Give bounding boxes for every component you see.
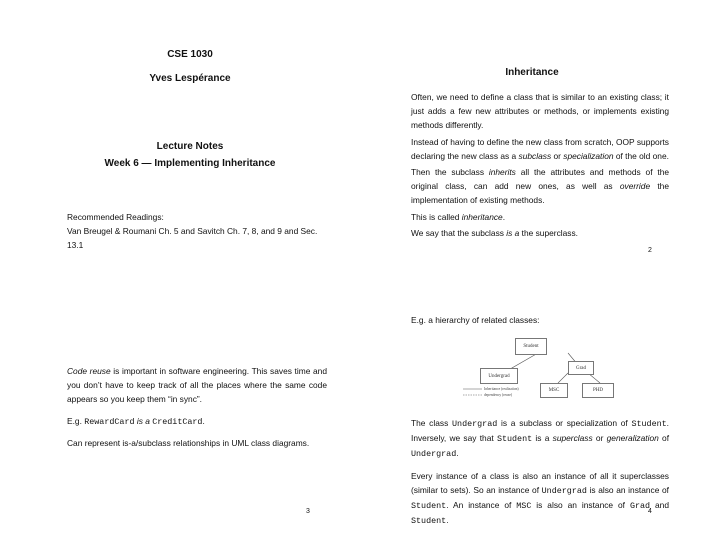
uml-class-msc: MSC [540,383,568,398]
legend-dependency: dependency (reuse) [484,393,513,397]
uml-class-undergrad: Undergrad [480,368,518,384]
uml-class-phd: PHD [582,383,614,398]
paragraph-uml: Can represent is-a/subclass relationships in UML class diagrams. [67,437,310,448]
page4-body [411,416,669,528]
uml-class-grad: Grad [568,361,594,375]
legend-inheritance: Inheritance (realization) [484,387,519,391]
page3-body [67,364,327,450]
readings-line-1: Van Breugel & Roumani Ch. 5 and Savitch Ch. 7, 8, and 9 and Sec. [67,226,318,237]
author-name: Yves Lespérance [149,73,231,84]
course-code: CSE 1030 [167,49,213,60]
readings-line-2: 13.1 [67,240,84,251]
page2-body [411,90,669,240]
paragraph-undergrad-subclass: The class Undergrad is a subclass or specialization of Student. Inversely, we say that Student is a superclass or generalization of Undergrad. [411,418,670,460]
paragraph-code-reuse: Code reuse is important in software engineering. This saves time and you don’t have to keep track of all the places where the same code appears so you keep them “in sync”. [67,366,327,405]
paragraph-often: Often, we need to define a class that is similar to an existing class; it just adds a few new attributes or methods, or implements existing methods differently. [411,92,669,131]
uml-class-diagram [460,330,640,410]
readings-label: Recommended Readings: [67,212,164,222]
hierarchy-intro: E.g. a hierarchy of related classes: [411,315,540,325]
paragraph-example-card: E.g. RewardCard is a CreditCard. [67,415,205,427]
paragraph-is-a: We say that the subclass is a the superclass. [411,227,578,238]
uml-class-student: Student [515,338,547,355]
paragraph-instances: Every instance of a class is also an instance of all it superclasses (similar to sets). So an instance of Undergrad is also an instance of Student. An instance of MSC is also an instance of Grad and Student. [411,470,670,527]
paragraph-inherits: Then the subclass inherits all the attributes and methods of the original class, can add new ones, as well as override the implementation of existing methods. [411,167,670,206]
page-number-2: 2 [648,247,652,254]
paragraph-subclass: Instead of having to define the new class from scratch, OOP supports declaring the new class as a subclass or specialization of the old one. [411,136,669,161]
page-number-3: 3 [306,508,310,515]
recommended-readings [67,210,331,253]
paragraph-called: This is called inheritance. [411,211,506,222]
doc-type: Lecture Notes [156,141,224,152]
week-title: Week 6 — Implementing Inheritance [104,158,276,169]
page2-title: Inheritance [505,67,559,78]
page-number-4: 4 [648,508,652,515]
